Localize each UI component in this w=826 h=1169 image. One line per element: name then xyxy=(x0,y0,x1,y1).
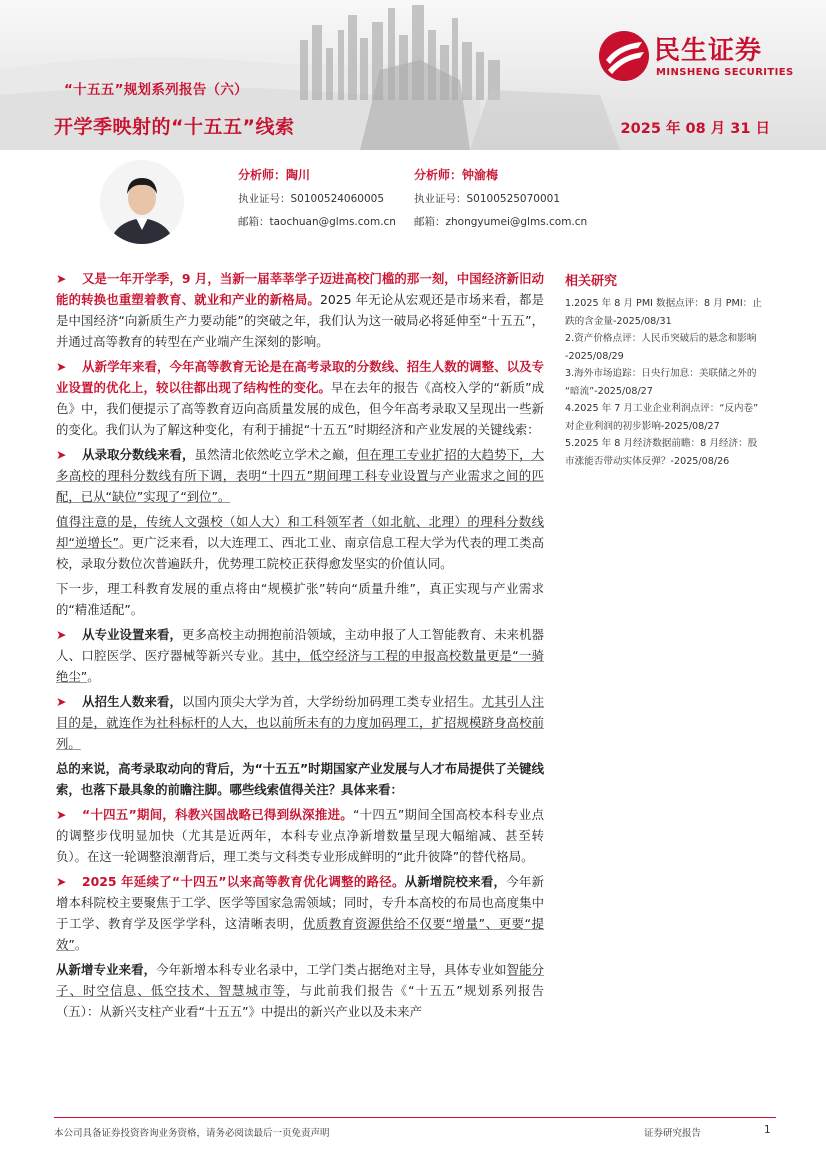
analyst-photo xyxy=(100,160,184,244)
paragraph: ➤ 从专业设置来看，更多高校主动拥抱前沿领域，主动申报了人工智能教育、未来机器人、口腔医学、医疗器械等新兴专业。其中，低空经济与工程的申报高校数量更是“一骑绝尘”。 xyxy=(56,624,544,687)
bullet-arrow-icon: ➤ xyxy=(56,807,67,822)
analyst-name: 分析师：陶川 xyxy=(238,168,311,182)
paragraph: 下一步，理工科教育发展的重点将由“规模扩张”转向“质量升维”，真正实现与产业需求的“精准适配”。 xyxy=(56,581,544,617)
footer-divider xyxy=(54,1117,776,1118)
footer-disclaimer: 本公司具备证券投资咨询业务资格，请务必阅读最后一页免责声明 xyxy=(54,1128,330,1139)
related-research-item[interactable]: 跌的含金量-2025/08/31 xyxy=(565,315,672,327)
analyst-cert-number: 执业证号：S0100525070001 xyxy=(414,193,561,205)
analyst-card xyxy=(414,166,587,237)
paragraph: 总的来说，高考录取动向的背后，为“十五五”时期国家产业发展与人才布局提供了关键线索，也落下最具象的前瞻注脚。哪些线索值得关注？具体来看： xyxy=(56,761,544,797)
analyst-email[interactable]: 邮箱：taochuan@glms.com.cn xyxy=(238,216,396,228)
related-research-item[interactable]: -2025/08/29 xyxy=(565,350,624,362)
bullet-arrow-icon: ➤ xyxy=(56,271,67,286)
analyst-cert-number: 执业证号：S0100524060005 xyxy=(238,193,385,205)
report-body xyxy=(56,268,544,1026)
series-title: “十五五”规划系列报告（六） xyxy=(64,82,248,98)
logo-text-en: MINSHENG SECURITIES xyxy=(656,67,794,78)
analyst-email[interactable]: 邮箱：zhongyumei@glms.com.cn xyxy=(414,216,588,228)
paragraph: ➤ “十四五”期间，科教兴国战略已得到纵深推进。“十四五”期间全国高校本科专业点的调整步伐明显加快（尤其是近两年，本科专业点净新增数量呈现大幅缩减、甚至转负）。在这一轮调整浪潮背后，理工类与文科类专业形成鲜明的“此升彼降”的替代格局。 xyxy=(56,804,544,867)
paragraph: ➤ 从录取分数线来看，虽然清北依然屹立学术之巅，但在理工专业扩招的大趋势下，大多高校的理科分数线有所下调，表明“十四五”期间理工科专业设置与产业需求之间的匹配，已从“缺位”实现了“到位”。 xyxy=(56,444,544,507)
paragraph: ➤ 2025 年延续了“十四五”以来高等教育优化调整的路径。从新增院校来看，今年新增本科院校主要聚焦于工学、医学等国家急需领域；同时，专升本高校的布局也高度集中于工学、教育学及医学学科，这清晰表明，优质教育资源供给不仅要“增量”、更要“提效”。 xyxy=(56,871,544,955)
related-research-item[interactable]: 1.2025 年 8 月 PMI 数据点评：8 月 PMI：止 xyxy=(565,298,762,309)
bullet-arrow-icon: ➤ xyxy=(56,874,67,889)
paragraph: 值得注意的是，传统人文强校（如人大）和工科领军者（如北航、北理）的理科分数线却“逆增长”。更广泛来看，以大连理工、西北工业、南京信息工程大学为代表的理工类高校，录取分数位次普遍跃升，优势理工院校正获得愈发坚实的价值认同。 xyxy=(56,514,545,571)
related-research-item[interactable]: “暗流”-2025/08/27 xyxy=(565,385,653,397)
related-research-item[interactable]: 市涨能否带动实体反弹？-2025/08/26 xyxy=(565,455,730,467)
bullet-arrow-icon: ➤ xyxy=(56,359,67,374)
related-research-item[interactable]: 2.资产价格点评：人民币突破后的悬念和影响 xyxy=(565,333,757,344)
footer-doc-type: 证券研究报告 xyxy=(644,1128,702,1139)
analyst-card xyxy=(238,166,396,237)
bullet-arrow-icon: ➤ xyxy=(56,447,67,462)
report-date: 2025 年 08 月 31 日 xyxy=(620,121,770,137)
bullet-arrow-icon: ➤ xyxy=(56,627,67,642)
related-research-title: 相关研究 xyxy=(565,274,618,289)
paragraph: 从新增专业来看，今年新增本科专业名录中，工学门类占据绝对主导，具体专业如智能分子、时空信息、低空技术、智慧城市等，与此前我们报告《“十五五”规划系列报告（五）：从新兴支柱产业看“十五五”》中提出的新兴产业以及未来产 xyxy=(56,962,545,1019)
related-research xyxy=(565,270,777,470)
report-title: 开学季映射的“十五五”线索 xyxy=(54,116,295,138)
company-logo xyxy=(598,26,808,86)
related-research-item[interactable]: 4.2025 年 7 月工业企业利润点评：“反内卷” xyxy=(565,403,759,414)
related-research-item[interactable]: 5.2025 年 8 月经济数据前瞻：8 月经济：股 xyxy=(565,438,758,449)
logo-text-cn: 民生证券 xyxy=(654,36,763,66)
bullet-arrow-icon: ➤ xyxy=(56,694,67,709)
paragraph: ➤ 从新学年来看，今年高等教育无论是在高考录取的分数线、招生人数的调整、以及专业设置的优化上，较以往都出现了结构性的变化。早在去年的报告《高校入学的“新质”成色》中，我们便提示了高等教育迈向高质量发展的成色，但今年高考录取又呈现出一些新的变化。我们认为了解这种变化，有利于捕捉“十五五”时期经济和产业发展的关键线索： xyxy=(56,356,544,440)
page-number: 1 xyxy=(764,1124,771,1136)
paragraph: ➤ 又是一年开学季，9 月，当新一届莘莘学子迈进高校门槛的那一刻，中国经济新旧动能的转换也重塑着教育、就业和产业的新格局。2025 年无论从宏观还是市场来看，都是是中国经济“向新质生产力要动能”的突破之年，我们认为这一破局必将延伸至“十五五”，并通过高等教育的转型在产业端产生深刻的影响。 xyxy=(56,268,544,352)
related-research-item[interactable]: 对企业利润的初步影响-2025/08/27 xyxy=(565,420,720,432)
paragraph: ➤ 从招生人数来看，以国内顶尖大学为首，大学纷纷加码理工类专业招生。尤其引人注目的是，就连作为社科标杆的人大，也以前所未有的力度加码理工，扩招规模跻身高校前列。 xyxy=(56,691,544,754)
analyst-name: 分析师：钟渝梅 xyxy=(414,168,499,182)
header-banner xyxy=(0,0,826,150)
related-research-item[interactable]: 3.海外市场追踪：日央行加息：美联储之外的 xyxy=(565,368,757,379)
logo-emblem-icon xyxy=(598,30,650,82)
